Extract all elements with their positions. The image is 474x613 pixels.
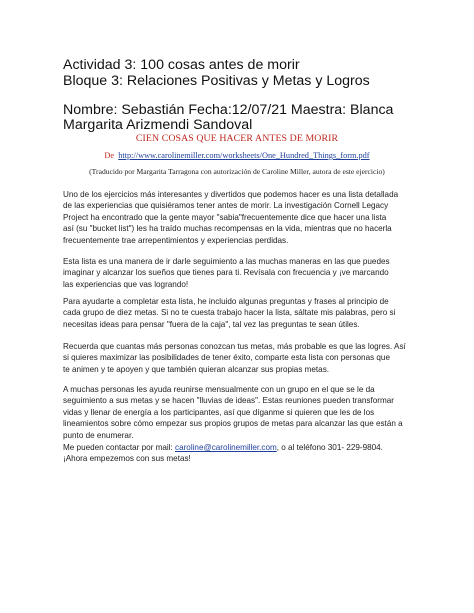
contact-text: Me pueden contactar por mail: bbox=[63, 443, 176, 452]
paragraph-line: así (su "bucket list") les ha traído muchas recompensas en la vida, mientras que no hacerla bbox=[63, 224, 392, 234]
paragraph-line: necesitas ideas para pensar "fuera de la caja", tal vez las preguntas te sean útiles. bbox=[63, 319, 360, 329]
paragraph-line: Esta lista es una manera de ir darle seguimiento a las muchas maneras en las que puedes bbox=[63, 257, 390, 266]
paragraph-line: las experiencias que vas logrando! bbox=[63, 279, 189, 289]
paragraph-line: Para ayudarte a completar esta lista, he incluido algunas preguntas y frases al principio de bbox=[63, 297, 389, 306]
paragraph-line: lineamientos sobre cómo empezar sus propios grupos de metas para alcanzar las que están a bbox=[63, 419, 403, 429]
paragraph-line: cada grupo de diez metas. Si no te cuesta trabajo hacer la lista, sáltate mis palabras, pero si bbox=[63, 308, 396, 318]
paragraph-line: vidas y llenar de energía a los participantes, así que díganme si quieren que les de los bbox=[63, 407, 375, 417]
paragraph-intro bbox=[63, 189, 413, 246]
translation-note: (Traducido por Margarita Tarragona con autorización de Caroline Miller, autora de este ejercicio) bbox=[89, 167, 385, 176]
student-info-line: Nombre: Sebastián Fecha:12/07/21 Maestra: Blanca bbox=[63, 102, 394, 118]
paragraph-list-purpose bbox=[63, 256, 413, 290]
source-line bbox=[0, 151, 474, 160]
source-label: De bbox=[104, 151, 115, 160]
paragraph-line: A muchas personas les ayuda reunirse mensualmente con un grupo en el que se le da bbox=[63, 385, 375, 394]
paragraph-line: Uno de los ejercicios más interesantes y divertidos que podemos hacer es una lista detallada bbox=[63, 190, 399, 199]
paragraph-line: seguimiento a sus metas y se hacen "lluvias de ideas". Estas reuniones pueden transformar bbox=[63, 396, 394, 406]
paragraph-help bbox=[63, 296, 413, 330]
paragraph-line: punto de enumerar. bbox=[63, 430, 134, 440]
closing-line: ¡Ahora empezemos con sus metas! bbox=[63, 454, 191, 464]
source-url-link[interactable]: http://www.carolinemiller.com/worksheets/One_Hundred_Things_form.pdf bbox=[118, 151, 370, 160]
paragraph-line: te animen y te apoyen y que también quieran alcanzar sus propias metas. bbox=[63, 364, 330, 374]
paragraph-line: frecuentemente trae arrepentimientos y experiencias perdidas. bbox=[63, 235, 289, 245]
teacher-name-line: Margarita Arizmendi Sandoval bbox=[63, 117, 253, 133]
contact-line bbox=[63, 442, 413, 453]
paragraph-contact bbox=[63, 442, 413, 465]
document-title: CIEN COSAS QUE HACER ANTES DE MORIR bbox=[135, 133, 339, 144]
contact-phone-text: , o al teléfono 301- 229-9804. bbox=[276, 443, 383, 452]
paragraph-line: Recuerda que cuantas más personas conozcan tus metas, más probable es que las logres. Así bbox=[63, 342, 406, 351]
paragraph-line: de las experiencias que quisiéramos tener antes de morir. La investigación Cornell Legacy bbox=[63, 201, 389, 211]
paragraph-line: imaginar y alcanzar los sueños que tienes para ti. Revísala con frecuencia y ¡ve marcando bbox=[63, 268, 389, 278]
paragraph-share bbox=[63, 341, 413, 375]
activity-heading: Actividad 3: 100 cosas antes de morir bbox=[63, 57, 300, 73]
block-heading: Bloque 3: Relaciones Positivas y Metas y Logros bbox=[63, 73, 370, 89]
email-link[interactable]: caroline@carolinemiller.com bbox=[175, 443, 277, 452]
paragraph-line: si quieres maximizar las posibilidades de tener éxito, comparte esta lista con personas que bbox=[63, 353, 390, 363]
paragraph-groups bbox=[63, 384, 413, 441]
paragraph-line: Project ha encontrado que la gente mayor "sabia"frecuentemente dice que hacer una lista bbox=[63, 212, 387, 222]
